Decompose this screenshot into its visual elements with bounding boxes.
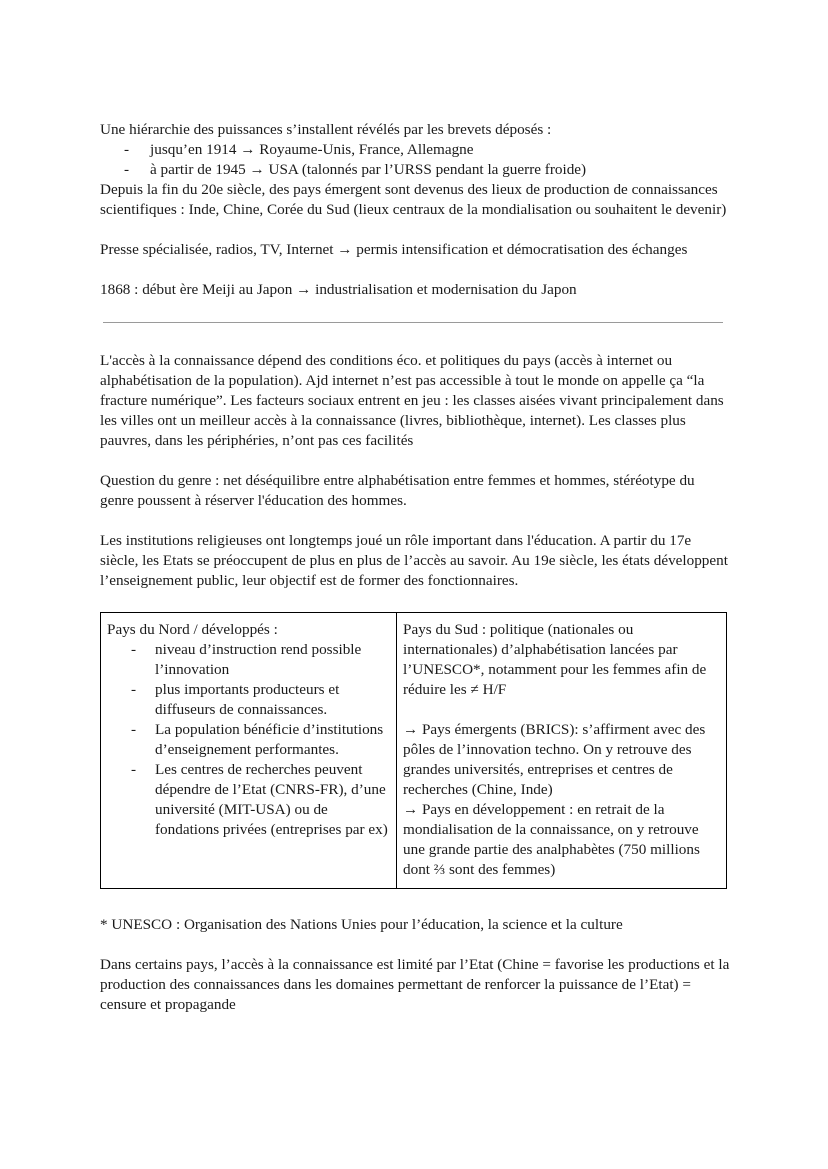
north-cell <box>101 613 397 889</box>
north-title: Pays du Nord / développés : <box>107 621 278 638</box>
media-paragraph: Presse spécialisée, radios, TV, Internet → permis intensification et démocratisation des échanges <box>100 241 688 258</box>
state-paragraph: Dans certains pays, l’accès à la connaissance est limité par l’Etat (Chine = favorise les productions et la production des connaissances dans les domaines permettant de renforcer la puissance de l’Etat) = censure et propagande <box>100 956 730 1013</box>
north-south-table <box>100 612 727 889</box>
unesco-footnote: * UNESCO : Organisation des Nations Unies pour l’éducation, la science et la culture <box>100 916 623 933</box>
hierarchy-paragraph: Une hiérarchie des puissances s’installent révélés par les brevets déposés : <box>100 121 552 138</box>
list-item: - niveau d’instruction rend possible l’innovation <box>107 640 390 680</box>
list-item: - La population bénéficie d’institutions d’enseignement performantes. <box>107 720 390 760</box>
north-list <box>107 640 390 840</box>
document-page <box>100 120 730 1015</box>
religion-paragraph: Les institutions religieuses ont longtemps joué un rôle important dans l'éducation. A partir du 17e siècle, les Etats se préoccupent de plus en plus de l’accès au savoir. Au 19e siècle, les états développent l’enseignement public, leur objectif est de former des fonctionnaires. <box>100 532 728 589</box>
list-item: - Les centres de recherches peuvent dépendre de l’Etat (CNRS-FR), d’une université (MIT-USA) ou de fondations privées (entreprises par ex) <box>107 760 390 840</box>
emerging-paragraph: Depuis la fin du 20e siècle, des pays émergent sont devenus des lieux de production de connaissances scientifiques : Inde, Chine, Corée du Sud (lieux centraux de la mondialisation ou souhaitent le devenir) <box>100 181 727 218</box>
table-row <box>101 613 727 889</box>
south-emerging: → Pays émergents (BRICS): s’affirment avec des pôles de l’innovation techno. On y retrouve des grandes universités, entreprises et centres de recherches (Chine, Inde) <box>403 721 706 798</box>
access-paragraph: L'accès à la connaissance dépend des conditions éco. et politiques du pays (accès à internet ou alphabétisation de la population). Ajd internet n’est pas accessible à tout le monde on appelle ça “la fracture numérique”. Les facteurs sociaux entrent en jeu : les classes aisées vivant principalement dans les villes ont un meilleur accès à la connaissance (livres, bibliothèque, internet). Les classes plus pauvres, dans les périphéries, n’ont pas ces facilités <box>100 352 724 449</box>
south-intro: Pays du Sud : politique (nationales ou internationales) d’alphabétisation lancées par l’UNESCO*, notamment pour les femmes afin de réduire les ≠ H/F <box>403 621 707 698</box>
period-list <box>100 140 730 180</box>
list-item: - à partir de 1945 → USA (talonnés par l’URSS pendant la guerre froide) <box>100 160 730 180</box>
gender-paragraph: Question du genre : net déséquilibre entre alphabétisation entre femmes et hommes, stéréotype du genre poussent à réserver l'éducation des hommes. <box>100 472 695 509</box>
meiji-paragraph: 1868 : début ère Meiji au Japon → industrialisation et modernisation du Japon <box>100 281 577 298</box>
south-cell <box>397 613 727 889</box>
south-developing: → Pays en développement : en retrait de la mondialisation de la connaissance, on y retrouve une grande partie des analphabètes (750 millions dont ⅔ sont des femmes) <box>403 801 700 878</box>
list-item: - plus importants producteurs et diffuseurs de connaissances. <box>107 680 390 720</box>
list-item: - jusqu’en 1914 → Royaume-Unis, France, Allemagne <box>100 140 730 160</box>
